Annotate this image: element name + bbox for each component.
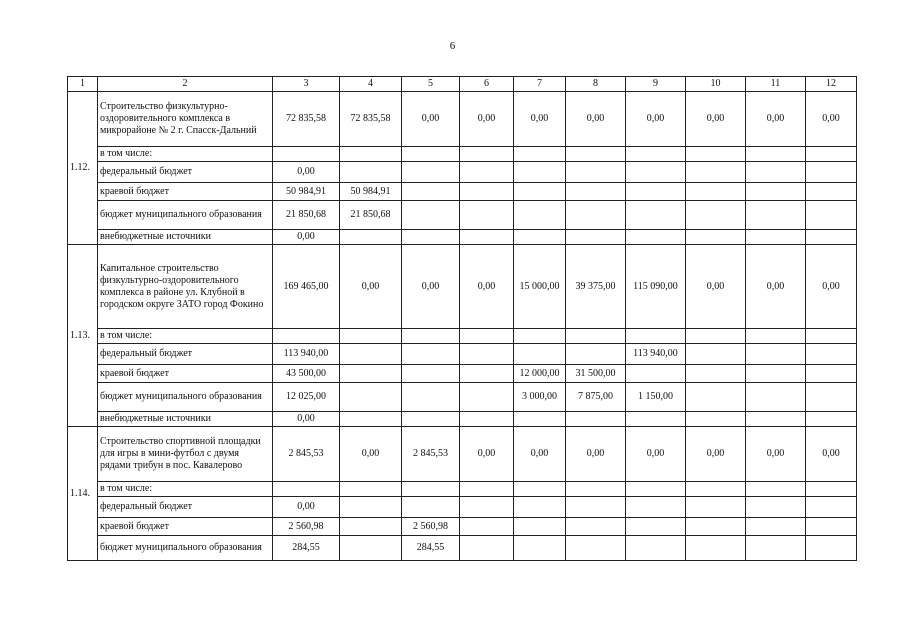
amount-cell [566, 497, 626, 518]
amount-cell: 0,00 [460, 427, 514, 482]
amount-cell [514, 344, 566, 365]
amount-cell: 2 560,98 [402, 518, 460, 536]
item-name: в том числе: [98, 147, 273, 162]
amount-cell: 0,00 [806, 92, 857, 147]
table-row [68, 162, 857, 183]
amount-cell: 50 984,91 [340, 183, 402, 201]
amount-cell [746, 383, 806, 412]
table-row [68, 147, 857, 162]
amount-cell [806, 383, 857, 412]
column-number: 8 [566, 77, 626, 92]
item-name: федеральный бюджет [98, 162, 273, 183]
item-name: краевой бюджет [98, 518, 273, 536]
amount-cell: 169 465,00 [273, 245, 340, 329]
item-name: внебюджетные источники [98, 412, 273, 427]
amount-cell [626, 365, 686, 383]
amount-cell [273, 147, 340, 162]
amount-cell [686, 344, 746, 365]
amount-cell [686, 518, 746, 536]
amount-cell: 0,00 [806, 427, 857, 482]
amount-cell [566, 329, 626, 344]
amount-cell [460, 518, 514, 536]
column-number: 6 [460, 77, 514, 92]
amount-cell [746, 162, 806, 183]
amount-cell [460, 536, 514, 561]
column-number: 1 [68, 77, 98, 92]
amount-cell [566, 344, 626, 365]
amount-cell: 0,00 [626, 427, 686, 482]
amount-cell [686, 412, 746, 427]
table-row [68, 518, 857, 536]
column-number: 12 [806, 77, 857, 92]
item-name: Капитальное строительство физкультурно-оздоровительного комплекса в районе ул. Клубной в городском округе ЗАТО город Фокино [98, 245, 273, 329]
amount-cell [806, 162, 857, 183]
amount-cell: 0,00 [460, 92, 514, 147]
amount-cell: 0,00 [686, 245, 746, 329]
amount-cell [340, 412, 402, 427]
column-number: 7 [514, 77, 566, 92]
amount-cell: 21 850,68 [340, 201, 402, 230]
column-number: 9 [626, 77, 686, 92]
table-row [68, 329, 857, 344]
column-number: 3 [273, 77, 340, 92]
amount-cell [460, 230, 514, 245]
amount-cell [626, 482, 686, 497]
amount-cell [686, 329, 746, 344]
amount-cell [402, 412, 460, 427]
amount-cell: 1 150,00 [626, 383, 686, 412]
item-name: бюджет муниципального образования [98, 536, 273, 561]
table-row [68, 365, 857, 383]
amount-cell [806, 536, 857, 561]
amount-cell [340, 482, 402, 497]
page-number: 6 [449, 40, 456, 52]
amount-cell [514, 536, 566, 561]
amount-cell [340, 383, 402, 412]
amount-cell [460, 329, 514, 344]
amount-cell [686, 383, 746, 412]
amount-cell: 2 560,98 [273, 518, 340, 536]
amount-cell [402, 147, 460, 162]
amount-cell: 115 090,00 [626, 245, 686, 329]
amount-cell [746, 344, 806, 365]
amount-cell [402, 183, 460, 201]
table-row [68, 482, 857, 497]
amount-cell: 0,00 [806, 245, 857, 329]
amount-cell [566, 536, 626, 561]
amount-cell [460, 412, 514, 427]
budget-table [67, 76, 857, 561]
amount-cell: 0,00 [566, 92, 626, 147]
amount-cell [746, 536, 806, 561]
amount-cell: 39 375,00 [566, 245, 626, 329]
amount-cell [626, 329, 686, 344]
amount-cell [514, 497, 566, 518]
amount-cell [686, 201, 746, 230]
amount-cell [686, 162, 746, 183]
amount-cell [626, 412, 686, 427]
amount-cell: 0,00 [566, 427, 626, 482]
column-number: 10 [686, 77, 746, 92]
table-row [68, 497, 857, 518]
amount-cell [402, 162, 460, 183]
table-row [68, 201, 857, 230]
amount-cell [566, 183, 626, 201]
item-name: краевой бюджет [98, 183, 273, 201]
item-name: федеральный бюджет [98, 497, 273, 518]
item-name: в том числе: [98, 329, 273, 344]
amount-cell [402, 329, 460, 344]
amount-cell [566, 147, 626, 162]
column-number: 4 [340, 77, 402, 92]
amount-cell [626, 497, 686, 518]
amount-cell [402, 201, 460, 230]
amount-cell [626, 183, 686, 201]
table-row [68, 183, 857, 201]
amount-cell: 0,00 [402, 92, 460, 147]
amount-cell [806, 329, 857, 344]
amount-cell [514, 147, 566, 162]
amount-cell: 0,00 [626, 92, 686, 147]
amount-cell [746, 518, 806, 536]
amount-cell [686, 536, 746, 561]
amount-cell: 21 850,68 [273, 201, 340, 230]
amount-cell: 2 845,53 [273, 427, 340, 482]
item-name: краевой бюджет [98, 365, 273, 383]
amount-cell [806, 147, 857, 162]
amount-cell [806, 201, 857, 230]
amount-cell [340, 162, 402, 183]
amount-cell [806, 412, 857, 427]
amount-cell: 15 000,00 [514, 245, 566, 329]
table-row [68, 412, 857, 427]
item-name: Строительство спортивной площадки для игры в мини-футбол с двумя рядами трибун в пос. Кавалерово [98, 427, 273, 482]
amount-cell [460, 201, 514, 230]
table-row [68, 383, 857, 412]
amount-cell: 0,00 [686, 427, 746, 482]
amount-cell [626, 147, 686, 162]
amount-cell [340, 230, 402, 245]
item-name: внебюджетные источники [98, 230, 273, 245]
amount-cell: 0,00 [273, 497, 340, 518]
amount-cell [273, 329, 340, 344]
amount-cell: 284,55 [402, 536, 460, 561]
amount-cell [402, 383, 460, 412]
table-row [68, 245, 857, 329]
amount-cell: 0,00 [746, 92, 806, 147]
amount-cell [402, 497, 460, 518]
amount-cell: 113 940,00 [626, 344, 686, 365]
amount-cell: 0,00 [746, 245, 806, 329]
item-number: 1.14. [68, 427, 98, 561]
amount-cell [460, 147, 514, 162]
amount-cell [340, 497, 402, 518]
amount-cell [746, 482, 806, 497]
amount-cell [340, 344, 402, 365]
amount-cell [340, 365, 402, 383]
table-row [68, 92, 857, 147]
amount-cell [340, 536, 402, 561]
amount-cell [686, 183, 746, 201]
amount-cell [566, 518, 626, 536]
amount-cell [514, 201, 566, 230]
amount-cell [460, 344, 514, 365]
amount-cell [686, 482, 746, 497]
amount-cell: 12 025,00 [273, 383, 340, 412]
amount-cell [746, 412, 806, 427]
amount-cell [273, 482, 340, 497]
amount-cell [340, 518, 402, 536]
amount-cell [746, 329, 806, 344]
table-row [68, 536, 857, 561]
amount-cell [806, 344, 857, 365]
amount-cell [340, 329, 402, 344]
item-name: бюджет муниципального образования [98, 201, 273, 230]
amount-cell [514, 162, 566, 183]
amount-cell [686, 365, 746, 383]
amount-cell: 0,00 [686, 92, 746, 147]
amount-cell [566, 230, 626, 245]
amount-cell [626, 162, 686, 183]
amount-cell: 7 875,00 [566, 383, 626, 412]
amount-cell [806, 365, 857, 383]
amount-cell [626, 230, 686, 245]
item-name: в том числе: [98, 482, 273, 497]
amount-cell [402, 230, 460, 245]
amount-cell: 72 835,58 [273, 92, 340, 147]
amount-cell: 0,00 [273, 162, 340, 183]
amount-cell [746, 183, 806, 201]
amount-cell: 3 000,00 [514, 383, 566, 412]
table-row [68, 427, 857, 482]
amount-cell [566, 162, 626, 183]
amount-cell [626, 536, 686, 561]
amount-cell [746, 201, 806, 230]
amount-cell [460, 482, 514, 497]
column-number: 11 [746, 77, 806, 92]
table-row [68, 344, 857, 365]
table-row [68, 230, 857, 245]
amount-cell: 2 845,53 [402, 427, 460, 482]
amount-cell [460, 383, 514, 412]
amount-cell [402, 365, 460, 383]
amount-cell [806, 518, 857, 536]
amount-cell [514, 183, 566, 201]
amount-cell [746, 230, 806, 245]
amount-cell: 0,00 [340, 245, 402, 329]
amount-cell [566, 412, 626, 427]
amount-cell: 31 500,00 [566, 365, 626, 383]
amount-cell [746, 365, 806, 383]
item-number: 1.12. [68, 92, 98, 245]
amount-cell [514, 230, 566, 245]
amount-cell: 284,55 [273, 536, 340, 561]
amount-cell: 50 984,91 [273, 183, 340, 201]
amount-cell [514, 329, 566, 344]
amount-cell [806, 183, 857, 201]
item-name: бюджет муниципального образования [98, 383, 273, 412]
amount-cell [514, 482, 566, 497]
item-name: Строительство физкультурно-оздоровительного комплекса в микрорайоне № 2 г. Спасск-Дальний [98, 92, 273, 147]
amount-cell [686, 147, 746, 162]
amount-cell: 0,00 [460, 245, 514, 329]
amount-cell [340, 147, 402, 162]
amount-cell: 113 940,00 [273, 344, 340, 365]
amount-cell [746, 147, 806, 162]
item-name: федеральный бюджет [98, 344, 273, 365]
amount-cell [514, 518, 566, 536]
amount-cell: 12 000,00 [514, 365, 566, 383]
amount-cell [746, 497, 806, 518]
amount-cell [806, 230, 857, 245]
amount-cell: 0,00 [340, 427, 402, 482]
amount-cell [806, 482, 857, 497]
amount-cell [566, 482, 626, 497]
amount-cell [686, 497, 746, 518]
amount-cell [460, 365, 514, 383]
amount-cell: 0,00 [746, 427, 806, 482]
amount-cell [806, 497, 857, 518]
amount-cell: 0,00 [273, 412, 340, 427]
amount-cell: 43 500,00 [273, 365, 340, 383]
column-number-header-row [68, 77, 857, 92]
amount-cell [460, 162, 514, 183]
column-number: 5 [402, 77, 460, 92]
amount-cell [686, 230, 746, 245]
amount-cell [514, 412, 566, 427]
amount-cell [402, 482, 460, 497]
amount-cell [566, 201, 626, 230]
amount-cell [626, 518, 686, 536]
amount-cell: 0,00 [514, 92, 566, 147]
amount-cell [460, 183, 514, 201]
amount-cell: 0,00 [273, 230, 340, 245]
item-number: 1.13. [68, 245, 98, 427]
amount-cell: 72 835,58 [340, 92, 402, 147]
amount-cell: 0,00 [402, 245, 460, 329]
amount-cell [626, 201, 686, 230]
column-number: 2 [98, 77, 273, 92]
amount-cell: 0,00 [514, 427, 566, 482]
amount-cell [460, 497, 514, 518]
amount-cell [402, 344, 460, 365]
